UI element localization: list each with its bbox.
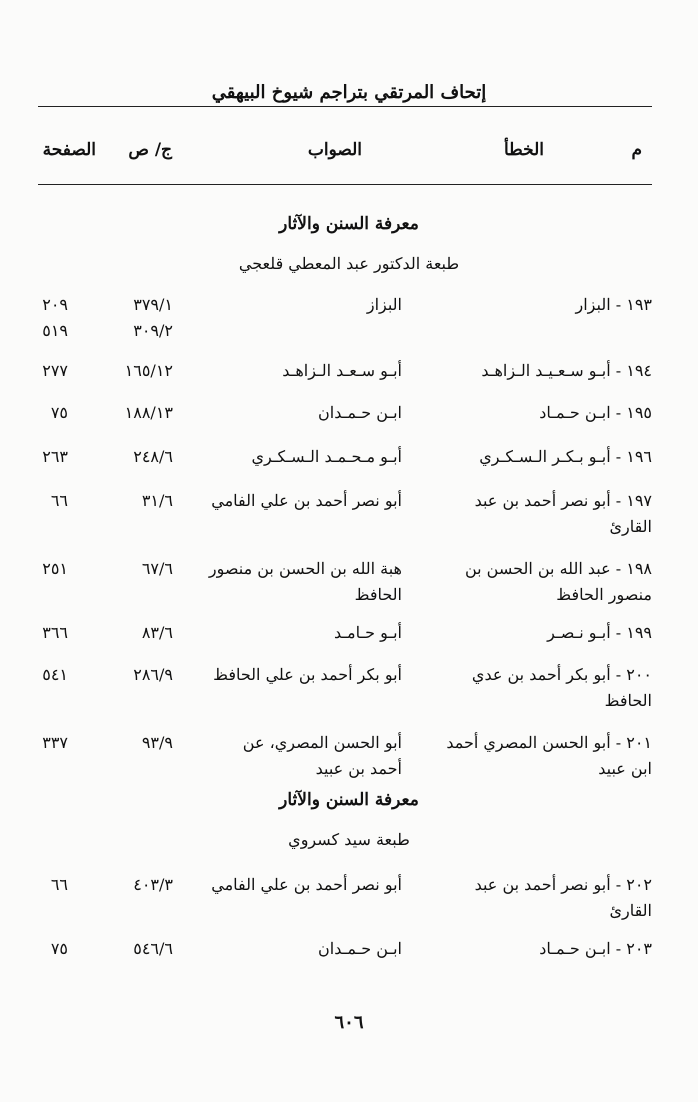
header-num: م (631, 140, 642, 160)
page-cell: ٣٦٦ (42, 623, 68, 642)
correction-cell: أبـو حـامـد (333, 623, 402, 642)
error-cell: ١٩٨ - عبد الله بن الحسن بن منصور الحافظ (464, 559, 652, 604)
vol-page-cell: ٣٧٩/١ ٣٠٩/٢ (133, 295, 173, 340)
header-error: الخطأ (503, 140, 544, 160)
correction-cell: أبو بكر أحمد بن علي الحافظ (213, 665, 402, 684)
page-cell: ٧٥ (50, 403, 68, 422)
error-cell: ١٩٣ - البزار (575, 295, 652, 314)
section-title: معرفة السنن والآثار (279, 790, 419, 810)
page-number: ٦٠٦ (334, 1012, 364, 1033)
error-cell: ١٩٥ - ابـن حـمـاد (539, 403, 652, 422)
correction-cell: أبو نصر أحمد بن علي الفامي (211, 491, 402, 510)
page-cell: ٣٣٧ (42, 733, 68, 752)
page-cell: ٢٥١ (42, 559, 68, 578)
vol-page-cell: ٦٧/٦ (141, 559, 173, 578)
correction-cell: أبـو سـعـد الـزاهـد (282, 361, 402, 380)
correction-cell: ابـن حـمـدان (318, 939, 402, 958)
error-cell: ١٩٤ - أبـو سـعـيـد الـزاهـد (481, 361, 652, 380)
correction-cell: البزاز (366, 295, 402, 314)
vol-page-cell: ٣١/٦ (141, 491, 173, 510)
error-cell: ٢٠١ - أبو الحسن المصري أحمد ابن عبيد (446, 733, 652, 778)
correction-cell: أبو نصر أحمد بن علي الفامي (211, 875, 402, 894)
page-cell: ٥٤١ (42, 665, 68, 684)
page-cell: ٧٥ (50, 939, 68, 958)
page-cell: ٦٦ (50, 491, 68, 510)
page-cell: ٢٦٣ (42, 447, 68, 466)
error-cell: ٢٠٣ - ابـن حـمـاد (539, 939, 652, 958)
correction-cell: ابـن حـمـدان (318, 403, 402, 422)
error-cell: ٢٠٠ - أبو بكر أحمد بن عدي الحافظ (471, 665, 652, 710)
error-cell: ١٩٦ - أبـو بـكـر الـسـكـري (479, 447, 652, 466)
correction-cell: أبـو مـحـمـد الـسـكـري (251, 447, 402, 466)
vol-page-cell: ٨٣/٦ (141, 623, 173, 642)
page-cell: ٦٦ (50, 875, 68, 894)
vol-page-cell: ٢٨٦/٩ (133, 665, 173, 684)
header-page: الصفحة (42, 140, 96, 160)
header-correct: الصواب (307, 140, 362, 160)
error-cell: ١٩٧ - أبو نصر أحمد بن عبد القارئ (474, 491, 652, 536)
vol-page-cell: ٥٤٦/٦ (133, 939, 173, 958)
vol-page-cell: ٩٣/٩ (141, 733, 173, 752)
vol-page-cell: ١٦٥/١٢ (124, 361, 173, 380)
table-top-rule (38, 184, 652, 185)
error-cell: ١٩٩ - أبـو نـصـر (547, 623, 652, 642)
header-rule (38, 106, 652, 107)
page-cell: ٢٠٩ ٥١٩ (42, 295, 68, 340)
vol-page-cell: ٤٠٣/٣ (133, 875, 173, 894)
section-subtitle: طبعة الدكتور عبد المعطي قلعجي (238, 254, 460, 273)
vol-page-cell: ٢٤٨/٦ (133, 447, 173, 466)
error-cell: ٢٠٢ - أبو نصر أحمد بن عبد القارئ (474, 875, 652, 920)
section-title: معرفة السنن والآثار (279, 214, 419, 234)
header-vol-page: ج/ ص (128, 140, 172, 160)
correction-cell: هبة الله بن الحسن بن منصور الحافظ (208, 559, 402, 604)
page-cell: ٢٧٧ (42, 361, 68, 380)
running-title: إتحاف المرتقي بتراجم شيوخ البيهقي (211, 82, 487, 103)
vol-page-cell: ١٨٨/١٣ (124, 403, 173, 422)
section-subtitle: طبعة سيد كسروي (288, 830, 410, 849)
correction-cell: أبو الحسن المصري، عن أحمد بن عبيد (242, 733, 402, 778)
